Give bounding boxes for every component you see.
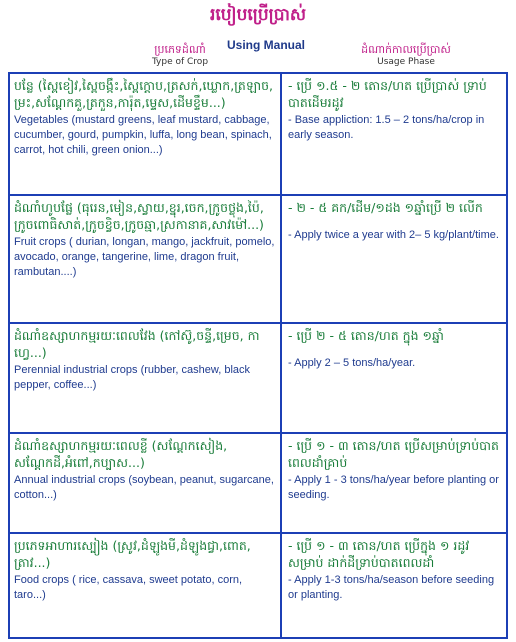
using-manual-heading: Using Manual (226, 38, 305, 52)
usage-cell (282, 196, 506, 322)
crop-name-en: Perennial industrial crops (rubber, cashew, black pepper, coffee...) (14, 364, 251, 391)
usage-en: - Apply 1 - 3 tons/ha/year before planting or seeding. (288, 474, 499, 501)
page-title: របៀបប្រើប្រាស់ (209, 5, 307, 25)
crop-name-km: ដំណាំហូបផ្លែ (ធុរេន,មៀន,ស្វាយ,ខ្នុរ,ចេក,ក្រូចថ្លុង,ប៉ៃ, ក្រូចពោធិសាត់,ក្រូចខ្វិច,ក្រូចឆ្មា,ស្រកានាគ,សាវម៉ៅ...) (14, 200, 264, 232)
usage-phase-header (326, 44, 486, 68)
usage-km: - ប្រើ ១ - ៣ តោន/ហត ប្រើសម្រាប់ទ្រាប់បាតពេលដាំគ្រាប់ (288, 438, 499, 470)
crop-name-en: Food crops ( rice, cassava, sweet potato, corn, taro...) (14, 574, 243, 601)
usage-phase-header-km: ដំណាក់កាលប្រើប្រាស់ (361, 43, 451, 56)
usage-cell (282, 434, 506, 532)
crop-name-km: បន្លែ (ស្ពៃខៀវ,ស្ពៃចង្កឹះ,ស្ពៃក្តោប,ត្រសក់,ឃ្លោក,ត្រឡាច, ម្រះ,សណ្តែកគួ,ត្រកួន,ការ៉ុត,ម្ទេស,ដើមខ្ទឹម...) (14, 78, 274, 110)
usage-cell (282, 74, 506, 194)
crop-cell (10, 196, 282, 322)
usage-km: - ប្រើ ២ - ៥ តោន/ហត ក្នុង ១ឆ្នាំ (288, 328, 444, 343)
crop-cell (10, 74, 282, 194)
usage-km: - ២ - ៥ គក/ដើម/១ដង ១ឆ្នាំប្រើ ២ លើក (288, 200, 483, 215)
usage-en: - Apply 2 – 5 tons/ha/year. (288, 357, 416, 369)
table-row-annual-industrial (10, 434, 506, 534)
usage-en: - Apply 1-3 tons/ha/season before seeding or planting. (288, 574, 495, 601)
table-row-perennial-industrial (10, 324, 506, 434)
usage-cell (282, 324, 506, 432)
usage-phase-header-en: Usage Phase (377, 57, 435, 67)
type-of-crop-header-km: ប្រភេទដំណាំ (154, 43, 206, 56)
usage-cell (282, 534, 506, 637)
crop-name-en: Annual industrial crops (soybean, peanut, sugarcane, cotton...) (14, 474, 274, 501)
usage-km: - ប្រើ ១ - ៣ តោន/ហត ប្រើក្នុង ១ រដូវ សម្រាប់ ដាក់ដីទ្រាប់បាតពេលដាំ (288, 538, 470, 570)
usage-km: - ប្រើ ១.៥ - ២ តោន/ហត ប្រើប្រាស់ ទ្រាប់បាតដើមរដូវ (288, 78, 487, 110)
crop-name-km: ដំណាំឧស្សាហកម្មរយៈពេលខ្លី (សណ្តែកសៀង, សណ្តែកដី,អំពៅ,កប្បាស...) (14, 438, 228, 470)
crop-cell (10, 324, 282, 432)
crop-name-en: Vegetables (mustard greens, leaf mustard, cabbage, cucumber, gourd, pumpkin, luffa, long bean, spinach, carrot, hot chili, green onion...) (14, 114, 272, 156)
table-row-food-crops (10, 534, 506, 637)
usage-en: - Base appliction: 1.5 – 2 tons/ha/crop in early season. (288, 114, 485, 141)
crop-name-en: Fruit crops ( durian, longan, mango, jackfruit, pomelo, avocado, orange, tangerine, lime, dragon fruit, rambutan....) (14, 236, 275, 278)
table-row-vegetables (10, 74, 506, 196)
usage-table (8, 72, 508, 639)
type-of-crop-header-en: Type of Crop (151, 57, 209, 67)
crop-name-km: ប្រភេទអាហារស្បៀង (ស្រូវ,ដំឡូងមី,ដំឡូងជ្វា,ពោត, ត្រាវ...) (14, 538, 251, 570)
table-row-fruit-crops (10, 196, 506, 324)
crop-cell (10, 534, 282, 637)
crop-cell (10, 434, 282, 532)
usage-en: - Apply twice a year with 2– 5 kg/plant/time. (288, 229, 499, 241)
crop-name-km: ដំណាំឧស្សាហកម្មរយៈពេលវែង (កៅស៊ូ,ចន្ទី,ម្រេច, កាហ្វេ...) (14, 328, 260, 360)
